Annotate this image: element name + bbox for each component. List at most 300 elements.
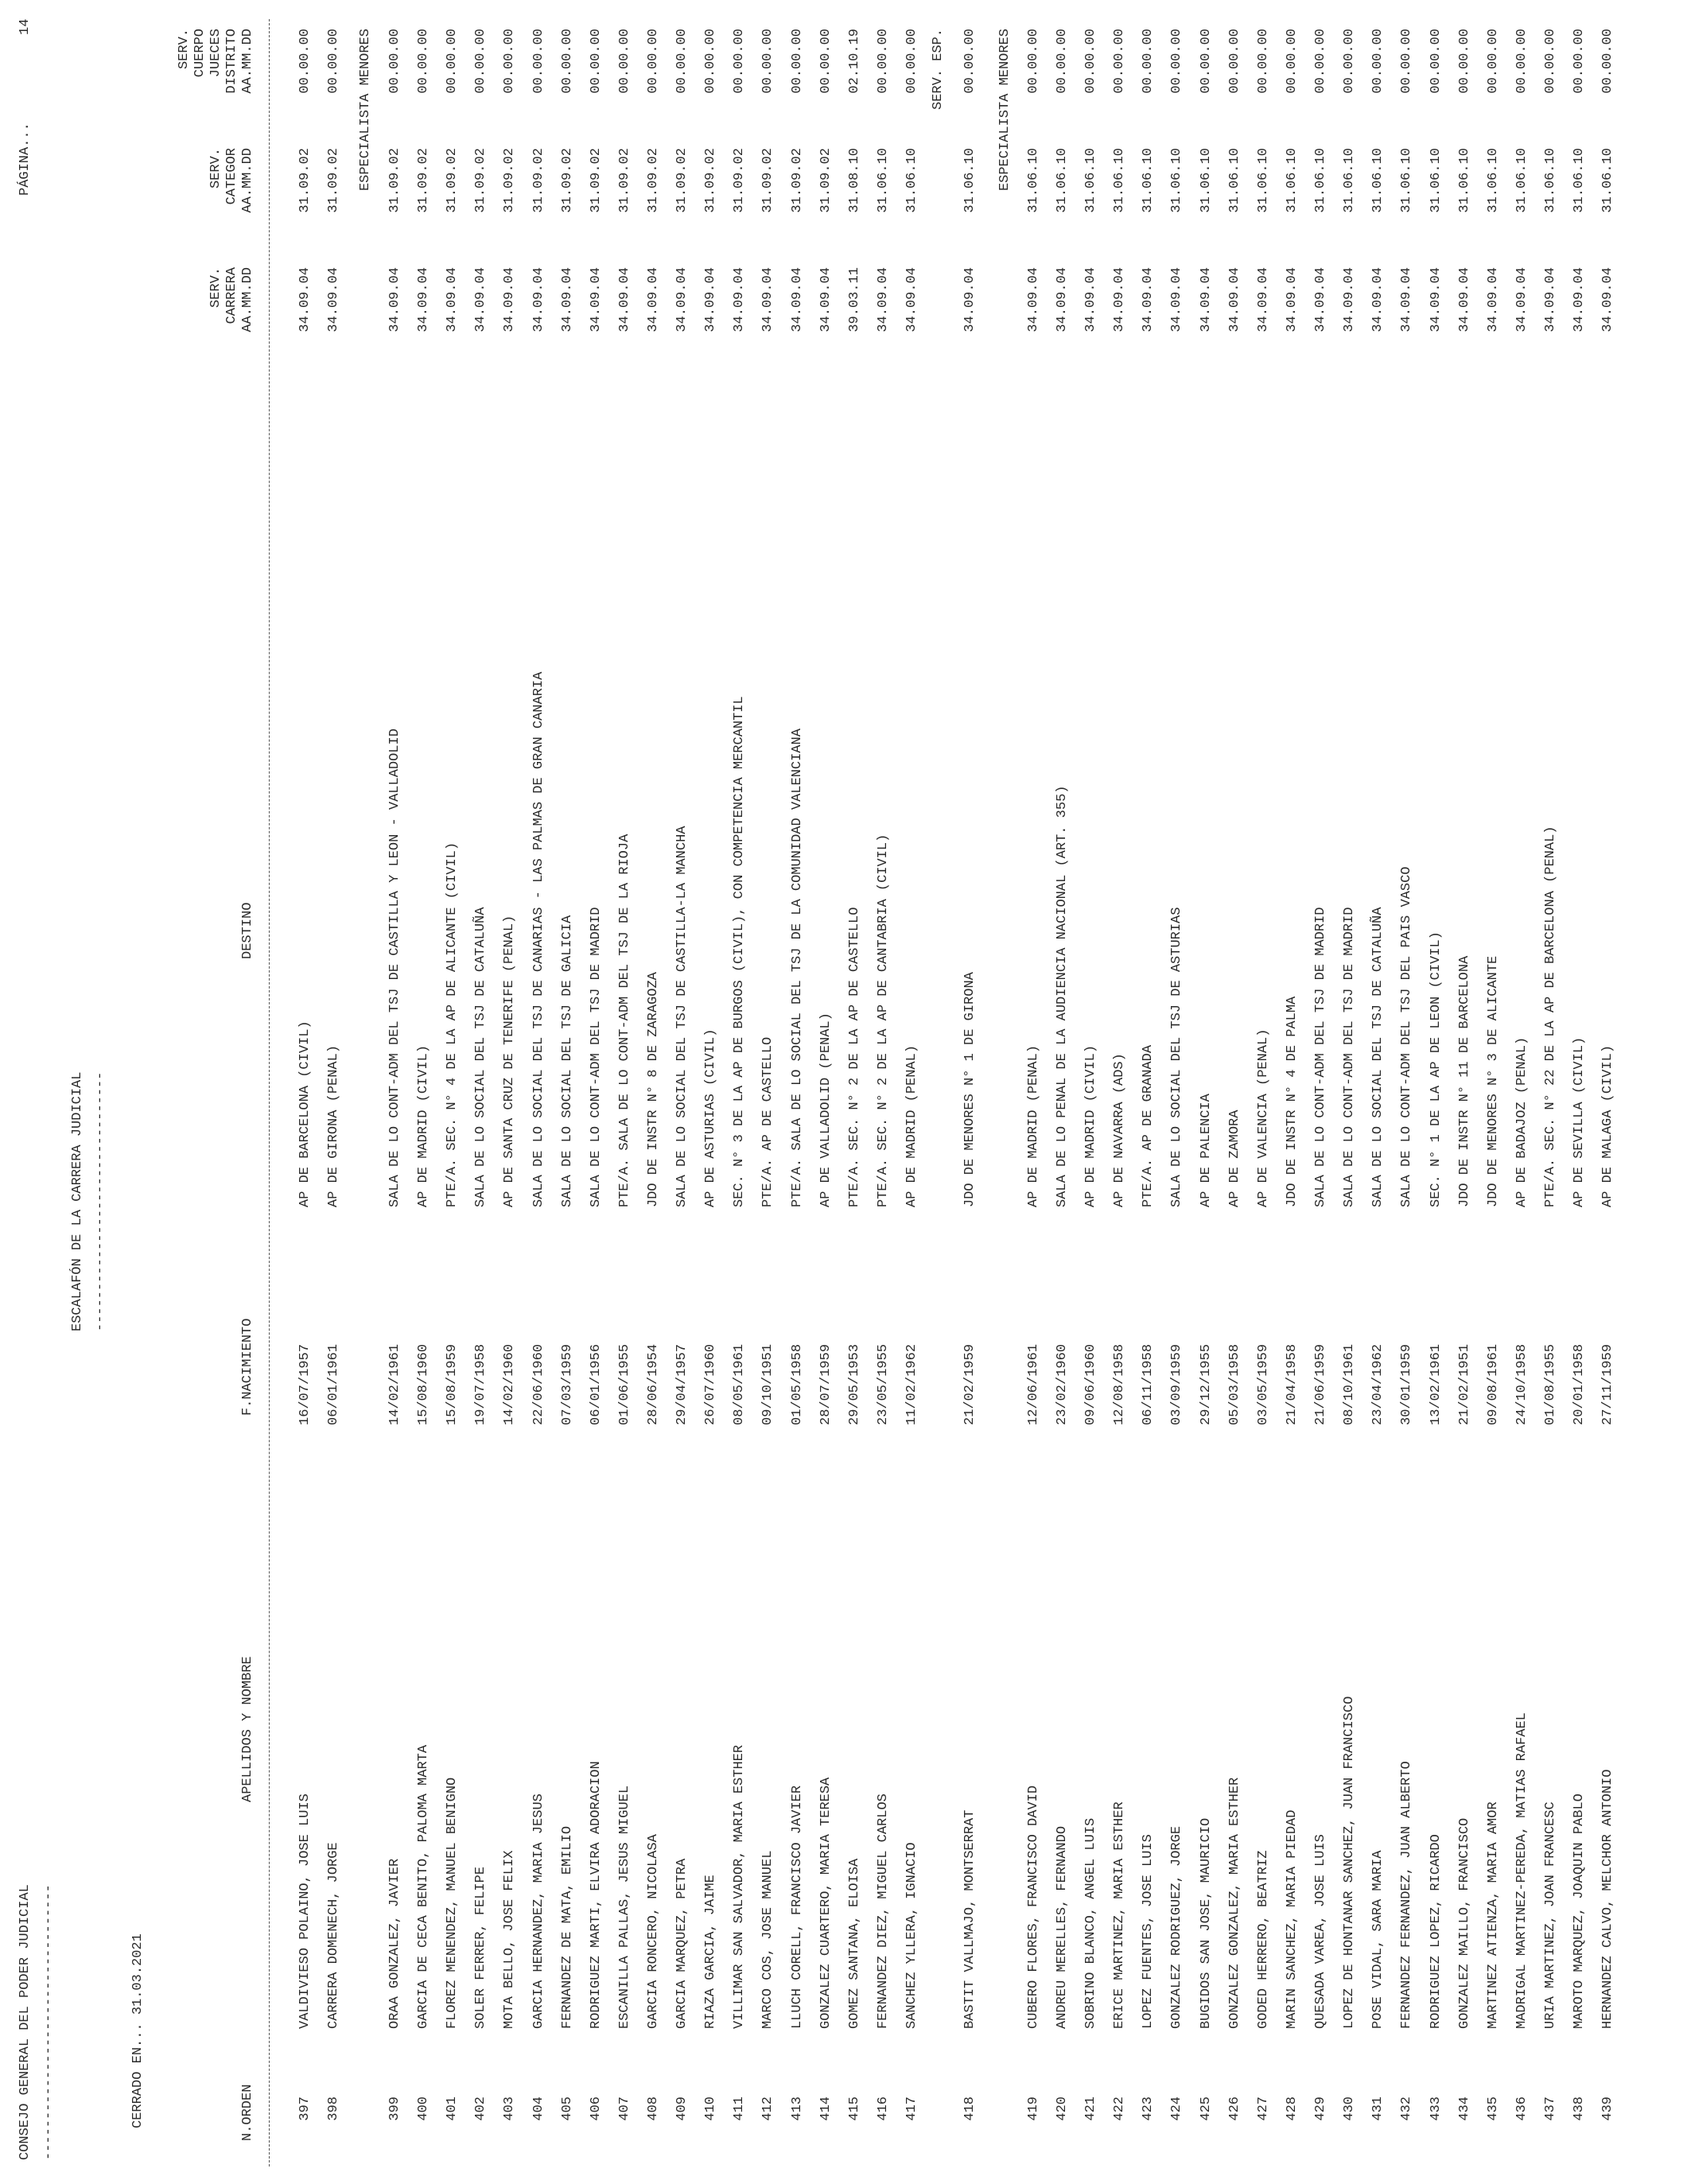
row-destino: SALA DE LO SOCIAL DEL TSJ DE GALICIA bbox=[560, 915, 575, 1207]
row-serv-categoria: 31.06.10 bbox=[1457, 148, 1472, 213]
row-serv-categoria: 31.06.10 bbox=[1543, 148, 1558, 213]
row-serv-cuerpo: 00.00.00 bbox=[703, 29, 718, 94]
row-orden: 421 bbox=[1083, 2097, 1098, 2121]
row-nombre: RODRIGUEZ LOPEZ, RICARDO bbox=[1429, 1834, 1444, 2029]
row-serv-carrera: 34.09.04 bbox=[703, 267, 718, 332]
row-serv-carrera: 34.09.04 bbox=[1227, 267, 1242, 332]
row-nombre: FERNANDEZ DE MATA, EMILIO bbox=[560, 1825, 575, 2029]
row-serv-categoria: 31.09.02 bbox=[703, 148, 718, 213]
col-header-nacimiento: F.NACIMIENTO bbox=[240, 1318, 255, 1416]
row-destino: AP DE MADRID (CIVIL) bbox=[416, 1044, 431, 1207]
row-serv-cuerpo: 00.00.00 bbox=[326, 29, 341, 94]
row-serv-cuerpo: 00.00.00 bbox=[876, 29, 891, 94]
row-serv-categoria: 31.09.02 bbox=[502, 148, 517, 213]
row-orden: 430 bbox=[1342, 2097, 1357, 2121]
row-serv-cuerpo: 00.00.00 bbox=[674, 29, 690, 94]
closed-date: CERRADO EN... 31.03.2021 bbox=[130, 1933, 146, 2128]
row-destino: JDO DE MENORES N° 1 DE GIRONA bbox=[962, 972, 978, 1207]
row-orden: 417 bbox=[904, 2097, 919, 2121]
row-serv-carrera: 34.09.04 bbox=[589, 267, 604, 332]
row-serv-carrera: 34.09.04 bbox=[876, 267, 891, 332]
row-orden: 407 bbox=[617, 2097, 632, 2121]
row-serv-carrera: 34.09.04 bbox=[904, 267, 919, 332]
row-orden: 427 bbox=[1256, 2097, 1271, 2121]
row-nacimiento: 06/01/1956 bbox=[589, 1343, 604, 1425]
row-destino: AP DE ZAMORA bbox=[1227, 1109, 1242, 1207]
row-nacimiento: 07/03/1959 bbox=[560, 1343, 575, 1425]
row-nacimiento: 29/12/1955 bbox=[1199, 1343, 1214, 1425]
row-nombre: SANCHEZ YLLERA, IGNACIO bbox=[904, 1842, 919, 2029]
row-destino: AP DE NAVARRA (ADS) bbox=[1112, 1053, 1127, 1207]
row-nacimiento: 11/02/1962 bbox=[904, 1343, 919, 1425]
page-number: 14 bbox=[17, 18, 33, 35]
row-nombre: SOLER FERRER, FELIPE bbox=[473, 1866, 488, 2029]
row-destino: SALA DE LO CONT-ADM DEL TSJ DE MADRID bbox=[589, 907, 604, 1207]
row-destino: JDO DE INSTR N° 8 DE ZARAGOZA bbox=[646, 972, 661, 1207]
row-nacimiento: 20/01/1958 bbox=[1572, 1343, 1587, 1425]
row-nacimiento: 08/10/1961 bbox=[1342, 1343, 1357, 1425]
row-serv-cuerpo: 00.00.00 bbox=[297, 29, 313, 94]
row-nombre: QUESADA VAREA, JOSE LUIS bbox=[1313, 1834, 1328, 2029]
row-nacimiento: 27/11/1959 bbox=[1600, 1343, 1615, 1425]
row-nombre: GOMEZ SANTANA, ELOISA bbox=[847, 1858, 862, 2029]
row-nacimiento: 09/06/1960 bbox=[1083, 1343, 1098, 1425]
col-header-carrera-3: AA.MM.DD bbox=[240, 267, 255, 332]
row-nacimiento: 21/02/1951 bbox=[1457, 1343, 1472, 1425]
row-serv-cuerpo: 00.00.00 bbox=[1083, 29, 1098, 94]
row-destino: SALA DE LO CONT-ADM DEL TSJ DE CASTILLA Y LEON - VALLADOLID bbox=[387, 729, 402, 1207]
row-nombre: ORAA GONZALEZ, JAVIER bbox=[387, 1858, 402, 2029]
row-orden: 401 bbox=[445, 2097, 460, 2121]
row-serv-cuerpo: 00.00.00 bbox=[1600, 29, 1615, 94]
row-serv-carrera: 34.09.04 bbox=[1112, 267, 1127, 332]
row-nombre: ESCANILLA PALLAS, JESUS MIGUEL bbox=[617, 1785, 632, 2029]
row-destino: SALA DE LO SOCIAL DEL TSJ DE CATALUÑA bbox=[473, 907, 488, 1207]
row-destino: SALA DE LO SOCIAL DEL TSJ DE CANARIAS - LAS PALMAS DE GRAN CANARIA bbox=[531, 671, 546, 1207]
row-destino: SALA DE LO SOCIAL DEL TSJ DE CATALUÑA bbox=[1370, 907, 1386, 1207]
row-destino: AP DE GIRONA (PENAL) bbox=[326, 1044, 341, 1207]
row-orden: 414 bbox=[818, 2097, 834, 2121]
row-serv-carrera: 34.09.04 bbox=[416, 267, 431, 332]
row-serv-categoria: 31.09.02 bbox=[818, 148, 834, 213]
row-orden: 436 bbox=[1514, 2097, 1530, 2121]
row-destino: SEC. N° 1 DE LA AP DE LEON (CIVIL) bbox=[1429, 931, 1444, 1207]
row-nacimiento: 21/04/1958 bbox=[1285, 1343, 1300, 1425]
row-nacimiento: 23/04/1962 bbox=[1370, 1343, 1386, 1425]
row-serv-categoria: 31.09.02 bbox=[445, 148, 460, 213]
row-serv-cuerpo: 00.00.00 bbox=[502, 29, 517, 94]
col-header-orden: N.ORDEN bbox=[240, 2084, 255, 2141]
row-serv-carrera: 34.09.04 bbox=[1083, 267, 1098, 332]
row-serv-cuerpo: 00.00.00 bbox=[1112, 29, 1127, 94]
row-serv-cuerpo: 00.00.00 bbox=[416, 29, 431, 94]
row-serv-carrera: 34.09.04 bbox=[1141, 267, 1156, 332]
row-serv-cuerpo: 00.00.00 bbox=[473, 29, 488, 94]
row-nacimiento: 12/06/1961 bbox=[1026, 1343, 1041, 1425]
row-serv-cuerpo: 00.00.00 bbox=[646, 29, 661, 94]
row-orden: 402 bbox=[473, 2097, 488, 2121]
row-destino: PTE/A. AP DE CASTELLO bbox=[760, 1036, 776, 1207]
row-nacimiento: 03/05/1959 bbox=[1256, 1343, 1271, 1425]
row-orden: 434 bbox=[1457, 2097, 1472, 2121]
row-serv-cuerpo: 00.00.00 bbox=[1141, 29, 1156, 94]
title-underline: -------------------------------- bbox=[93, 1071, 108, 1331]
row-orden: 425 bbox=[1199, 2097, 1214, 2121]
row-nacimiento: 15/08/1960 bbox=[416, 1343, 431, 1425]
row-serv-categoria: 31.09.02 bbox=[732, 148, 747, 213]
row-nombre: MARIN SANCHEZ, MARIA PIEDAD bbox=[1285, 1809, 1300, 2029]
row-serv-carrera: 34.09.04 bbox=[1169, 267, 1184, 332]
row-serv-carrera: 34.09.04 bbox=[502, 267, 517, 332]
row-serv-cuerpo: 00.00.00 bbox=[1342, 29, 1357, 94]
row-nacimiento: 13/02/1961 bbox=[1429, 1343, 1444, 1425]
col-header-categoria-3: AA.MM.DD bbox=[240, 148, 255, 213]
row-serv-carrera: 34.09.04 bbox=[646, 267, 661, 332]
row-serv-cuerpo: 00.00.00 bbox=[617, 29, 632, 94]
row-destino: JDO DE INSTR N° 4 DE PALMA bbox=[1285, 996, 1300, 1207]
row-nacimiento: 09/08/1961 bbox=[1486, 1343, 1501, 1425]
row-serv-cuerpo: 00.00.00 bbox=[1285, 29, 1300, 94]
row-nacimiento: 24/10/1958 bbox=[1514, 1343, 1530, 1425]
row-nombre: POSE VIDAL, SARA MARIA bbox=[1370, 1850, 1386, 2029]
row-nombre: MOTA BELLO, JOSE FELIX bbox=[502, 1850, 517, 2029]
row-nombre: MADRIGAL MARTINEZ-PEREDA, MATIAS RAFAEL bbox=[1514, 1712, 1530, 2029]
row-serv-categoria: 31.06.10 bbox=[904, 148, 919, 213]
row-destino: AP DE PALENCIA bbox=[1199, 1094, 1214, 1207]
row-nombre: LOPEZ FUENTES, JOSE LUIS bbox=[1141, 1834, 1156, 2029]
row-serv-cuerpo: 00.00.00 bbox=[1514, 29, 1530, 94]
row-destino: AP DE MALAGA (CIVIL) bbox=[1600, 1044, 1615, 1207]
row-serv-carrera: 34.09.04 bbox=[326, 267, 341, 332]
row-nombre: RODRIGUEZ MARTI, ELVIRA ADORACION bbox=[589, 1761, 604, 2029]
row-nacimiento: 29/05/1953 bbox=[847, 1343, 862, 1425]
col-header-cuerpo-3: JUECES bbox=[208, 29, 224, 78]
row-nacimiento: 30/01/1959 bbox=[1399, 1343, 1414, 1425]
row-destino: JDO DE MENORES N° 3 DE ALICANTE bbox=[1486, 955, 1501, 1207]
col-header-cuerpo-2: CUERPO bbox=[192, 29, 208, 78]
row-destino: PTE/A. SEC. N° 4 DE LA AP DE ALICANTE (CIVIL) bbox=[445, 841, 460, 1207]
row-orden: 420 bbox=[1055, 2097, 1070, 2121]
row-serv-carrera: 34.09.04 bbox=[1457, 267, 1472, 332]
row-orden: 413 bbox=[790, 2097, 805, 2121]
row-orden: 418 bbox=[962, 2097, 978, 2121]
row-nombre: GONZALEZ CUARTERO, MARIA TERESA bbox=[818, 1777, 834, 2029]
row-destino: AP DE SEVILLA (CIVIL) bbox=[1572, 1036, 1587, 1207]
section-serv-esp: SERV. ESP. bbox=[931, 29, 946, 111]
row-nacimiento: 22/06/1960 bbox=[531, 1343, 546, 1425]
row-nacimiento: 15/08/1959 bbox=[445, 1343, 460, 1425]
row-serv-carrera: 34.09.04 bbox=[674, 267, 690, 332]
row-nombre: ANDREU MERELLES, FERNANDO bbox=[1055, 1825, 1070, 2029]
row-serv-categoria: 31.06.10 bbox=[1429, 148, 1444, 213]
row-destino: AP DE MADRID (CIVIL) bbox=[1083, 1044, 1098, 1207]
row-serv-cuerpo: 00.00.00 bbox=[1572, 29, 1587, 94]
row-serv-categoria: 31.06.10 bbox=[962, 148, 978, 213]
row-destino: PTE/A. SEC. N° 22 DE LA AP DE BARCELONA (PENAL) bbox=[1543, 826, 1558, 1207]
row-serv-categoria: 31.06.10 bbox=[1141, 148, 1156, 213]
row-serv-cuerpo: 00.00.00 bbox=[445, 29, 460, 94]
row-nombre: HERNANDEZ CALVO, MELCHOR ANTONIO bbox=[1600, 1769, 1615, 2029]
row-orden: 411 bbox=[732, 2097, 747, 2121]
row-orden: 431 bbox=[1370, 2097, 1386, 2121]
row-serv-carrera: 34.09.04 bbox=[1514, 267, 1530, 332]
row-serv-carrera: 34.09.04 bbox=[297, 267, 313, 332]
row-serv-cuerpo: 00.00.00 bbox=[790, 29, 805, 94]
row-serv-carrera: 34.09.04 bbox=[1055, 267, 1070, 332]
row-nacimiento: 29/04/1957 bbox=[674, 1343, 690, 1425]
header-divider bbox=[269, 19, 270, 2167]
row-nacimiento: 16/07/1957 bbox=[297, 1343, 313, 1425]
row-destino: PTE/A. SEC. N° 2 DE LA AP DE CASTELLO bbox=[847, 907, 862, 1207]
section-especialista-menores: ESPECIALISTA MENORES bbox=[358, 29, 373, 192]
row-serv-cuerpo: 00.00.00 bbox=[1256, 29, 1271, 94]
row-nacimiento: 21/06/1959 bbox=[1313, 1343, 1328, 1425]
row-serv-cuerpo: 00.00.00 bbox=[1055, 29, 1070, 94]
row-serv-carrera: 34.09.04 bbox=[387, 267, 402, 332]
row-destino: SALA DE LO SOCIAL DEL TSJ DE CASTILLA-LA MANCHA bbox=[674, 826, 690, 1207]
row-serv-cuerpo: 00.00.00 bbox=[962, 29, 978, 94]
row-serv-carrera: 34.09.04 bbox=[445, 267, 460, 332]
row-nombre: GARCIA HERNANDEZ, MARIA JESUS bbox=[531, 1793, 546, 2029]
row-serv-categoria: 31.08.10 bbox=[847, 148, 862, 213]
row-nombre: FLOREZ MENENDEZ, MANUEL BENIGNO bbox=[445, 1777, 460, 2029]
row-nombre: MARCO COS, JOSE MANUEL bbox=[760, 1850, 776, 2029]
row-serv-carrera: 34.09.04 bbox=[790, 267, 805, 332]
row-orden: 406 bbox=[589, 2097, 604, 2121]
row-serv-cuerpo: 00.00.00 bbox=[1486, 29, 1501, 94]
row-nombre: RIAZA GARCIA, JAIME bbox=[703, 1875, 718, 2029]
row-destino: SALA DE LO CONT-ADM DEL TSJ DEL PAIS VASCO bbox=[1399, 866, 1414, 1207]
row-orden: 409 bbox=[674, 2097, 690, 2121]
row-nombre: LOPEZ DE HONTANAR SANCHEZ, JUAN FRANCISCO bbox=[1342, 1696, 1357, 2029]
row-nombre: FERNANDEZ FERNANDEZ, JUAN ALBERTO bbox=[1399, 1761, 1414, 2029]
row-serv-categoria: 31.06.10 bbox=[1399, 148, 1414, 213]
row-orden: 400 bbox=[416, 2097, 431, 2121]
row-serv-cuerpo: 00.00.00 bbox=[1543, 29, 1558, 94]
row-orden: 405 bbox=[560, 2097, 575, 2121]
row-nombre: MAROTO MARQUEZ, JOAQUIN PABLO bbox=[1572, 1793, 1587, 2029]
row-nacimiento: 08/05/1961 bbox=[732, 1343, 747, 1425]
row-serv-carrera: 34.09.04 bbox=[1399, 267, 1414, 332]
row-serv-cuerpo: 02.10.19 bbox=[847, 29, 862, 94]
row-nombre: GONZALEZ GONZALEZ, MARIA ESTHER bbox=[1227, 1777, 1242, 2029]
row-nombre: GONZALEZ MAILLO, FRANCISCO bbox=[1457, 1817, 1472, 2029]
row-serv-cuerpo: 00.00.00 bbox=[1370, 29, 1386, 94]
row-serv-categoria: 31.09.02 bbox=[387, 148, 402, 213]
row-serv-carrera: 34.09.04 bbox=[617, 267, 632, 332]
row-serv-carrera: 34.09.04 bbox=[1256, 267, 1271, 332]
row-destino: SALA DE LO PENAL DE LA AUDIENCIA NACIONAL (ART. 355) bbox=[1055, 785, 1070, 1207]
row-serv-carrera: 34.09.04 bbox=[1285, 267, 1300, 332]
org-name: CONSEJO GENERAL DEL PODER JUDICIAL bbox=[17, 1884, 33, 2160]
row-nacimiento: 26/07/1960 bbox=[703, 1343, 718, 1425]
col-header-cuerpo-4: DISTRITO bbox=[224, 29, 239, 94]
row-nacimiento: 14/02/1960 bbox=[502, 1343, 517, 1425]
row-nacimiento: 21/02/1959 bbox=[962, 1343, 978, 1425]
row-serv-categoria: 31.06.10 bbox=[1486, 148, 1501, 213]
row-serv-categoria: 31.09.02 bbox=[531, 148, 546, 213]
row-serv-categoria: 31.06.10 bbox=[1026, 148, 1041, 213]
row-orden: 422 bbox=[1112, 2097, 1127, 2121]
row-nacimiento: 01/05/1958 bbox=[790, 1343, 805, 1425]
row-serv-cuerpo: 00.00.00 bbox=[589, 29, 604, 94]
row-orden: 415 bbox=[847, 2097, 862, 2121]
row-serv-categoria: 31.06.10 bbox=[1083, 148, 1098, 213]
row-serv-carrera: 39.03.11 bbox=[847, 267, 862, 332]
row-destino: AP DE BADAJOZ (PENAL) bbox=[1514, 1036, 1530, 1207]
row-orden: 403 bbox=[502, 2097, 517, 2121]
row-nacimiento: 14/02/1961 bbox=[387, 1343, 402, 1425]
row-serv-categoria: 31.06.10 bbox=[1112, 148, 1127, 213]
row-destino: SEC. N° 3 DE LA AP DE BURGOS (CIVIL), CON COMPETENCIA MERCANTIL bbox=[732, 696, 747, 1207]
row-serv-categoria: 31.09.02 bbox=[790, 148, 805, 213]
row-serv-cuerpo: 00.00.00 bbox=[1313, 29, 1328, 94]
row-orden: 424 bbox=[1169, 2097, 1184, 2121]
row-serv-categoria: 31.09.02 bbox=[326, 148, 341, 213]
row-orden: 397 bbox=[297, 2097, 313, 2121]
row-nombre: SOBRINO BLANCO, ANGEL LUIS bbox=[1083, 1817, 1098, 2029]
col-header-destino: DESTINO bbox=[240, 902, 255, 959]
page-label: PÁGINA... bbox=[17, 122, 33, 196]
row-destino: AP DE VALENCIA (PENAL) bbox=[1256, 1028, 1271, 1207]
row-serv-carrera: 34.09.04 bbox=[1600, 267, 1615, 332]
row-serv-categoria: 31.06.10 bbox=[1256, 148, 1271, 213]
row-serv-categoria: 31.06.10 bbox=[1342, 148, 1357, 213]
row-serv-categoria: 31.09.02 bbox=[416, 148, 431, 213]
row-destino: PTE/A. AP DE GRANADA bbox=[1141, 1044, 1156, 1207]
row-serv-cuerpo: 00.00.00 bbox=[1399, 29, 1414, 94]
row-destino: AP DE ASTURIAS (CIVIL) bbox=[703, 1028, 718, 1207]
row-serv-categoria: 31.06.10 bbox=[1169, 148, 1184, 213]
row-serv-cuerpo: 00.00.00 bbox=[1429, 29, 1444, 94]
row-serv-carrera: 34.09.04 bbox=[1342, 267, 1357, 332]
col-header-cuerpo-1: SERV. bbox=[177, 29, 192, 70]
row-serv-categoria: 31.06.10 bbox=[876, 148, 891, 213]
row-serv-cuerpo: 00.00.00 bbox=[1457, 29, 1472, 94]
org-underline: ---------------------------------- bbox=[41, 1884, 56, 2160]
row-nacimiento: 28/06/1954 bbox=[646, 1343, 661, 1425]
row-nombre: GODED HERRERO, BEATRIZ bbox=[1256, 1850, 1271, 2029]
row-nacimiento: 12/08/1958 bbox=[1112, 1343, 1127, 1425]
row-serv-categoria: 31.09.02 bbox=[646, 148, 661, 213]
row-serv-cuerpo: 00.00.00 bbox=[760, 29, 776, 94]
row-serv-categoria: 31.06.10 bbox=[1370, 148, 1386, 213]
row-nombre: ERICE MARTINEZ, MARIA ESTHER bbox=[1112, 1801, 1127, 2029]
row-serv-cuerpo: 00.00.00 bbox=[560, 29, 575, 94]
row-orden: 435 bbox=[1486, 2097, 1501, 2121]
row-nacimiento: 01/06/1955 bbox=[617, 1343, 632, 1425]
row-serv-categoria: 31.06.10 bbox=[1199, 148, 1214, 213]
row-destino: SALA DE LO CONT-ADM DEL TSJ DE MADRID bbox=[1313, 907, 1328, 1207]
row-serv-carrera: 34.09.04 bbox=[732, 267, 747, 332]
row-serv-categoria: 31.09.02 bbox=[297, 148, 313, 213]
row-serv-carrera: 34.09.04 bbox=[531, 267, 546, 332]
row-nacimiento: 19/07/1958 bbox=[473, 1343, 488, 1425]
row-serv-carrera: 34.09.04 bbox=[1313, 267, 1328, 332]
row-orden: 426 bbox=[1227, 2097, 1242, 2121]
row-destino: AP DE MADRID (PENAL) bbox=[904, 1044, 919, 1207]
row-serv-categoria: 31.09.02 bbox=[473, 148, 488, 213]
row-serv-categoria: 31.09.02 bbox=[617, 148, 632, 213]
row-serv-categoria: 31.09.02 bbox=[589, 148, 604, 213]
row-serv-carrera: 34.09.04 bbox=[560, 267, 575, 332]
row-nacimiento: 06/01/1961 bbox=[326, 1343, 341, 1425]
row-orden: 404 bbox=[531, 2097, 546, 2121]
row-nombre: GONZALEZ RODRIGUEZ, JORGE bbox=[1169, 1825, 1184, 2029]
row-destino: AP DE BARCELONA (CIVIL) bbox=[297, 1020, 313, 1207]
row-destino: AP DE SANTA CRUZ DE TENERIFE (PENAL) bbox=[502, 915, 517, 1207]
row-orden: 416 bbox=[876, 2097, 891, 2121]
row-nacimiento: 23/05/1955 bbox=[876, 1343, 891, 1425]
row-orden: 438 bbox=[1572, 2097, 1587, 2121]
col-header-nombre: APELLIDOS Y NOMBRE bbox=[240, 1656, 255, 1802]
row-nombre: URIA MARTINEZ, JOAN FRANCESC bbox=[1543, 1801, 1558, 2029]
row-orden: 410 bbox=[703, 2097, 718, 2121]
row-orden: 412 bbox=[760, 2097, 776, 2121]
row-serv-carrera: 34.09.04 bbox=[818, 267, 834, 332]
row-orden: 428 bbox=[1285, 2097, 1300, 2121]
row-orden: 433 bbox=[1429, 2097, 1444, 2121]
row-orden: 398 bbox=[326, 2097, 341, 2121]
row-destino: SALA DE LO CONT-ADM DEL TSJ DE MADRID bbox=[1342, 907, 1357, 1207]
row-nacimiento: 09/10/1951 bbox=[760, 1343, 776, 1425]
row-serv-carrera: 34.09.04 bbox=[1572, 267, 1587, 332]
row-serv-categoria: 31.09.02 bbox=[674, 148, 690, 213]
row-serv-carrera: 34.09.04 bbox=[962, 267, 978, 332]
section-especialista-menores-2: ESPECIALISTA MENORES bbox=[997, 29, 1013, 192]
row-serv-categoria: 31.09.02 bbox=[560, 148, 575, 213]
row-serv-categoria: 31.06.10 bbox=[1285, 148, 1300, 213]
row-orden: 437 bbox=[1543, 2097, 1558, 2121]
row-serv-cuerpo: 00.00.00 bbox=[1169, 29, 1184, 94]
row-nombre: BASTIT VALLMAJO, MONTSERRAT bbox=[962, 1809, 978, 2029]
row-destino: PTE/A. SEC. N° 2 DE LA AP DE CANTABRIA (CIVIL) bbox=[876, 834, 891, 1207]
row-serv-cuerpo: 00.00.00 bbox=[1199, 29, 1214, 94]
row-nombre: BUGIDOS SAN JOSE, MAURICIO bbox=[1199, 1817, 1214, 2029]
row-nombre: GARCIA RONCERO, NICOLASA bbox=[646, 1834, 661, 2029]
row-serv-cuerpo: 00.00.00 bbox=[1026, 29, 1041, 94]
row-nombre: GARCIA DE CECA BENITO, PALOMA MARTA bbox=[416, 1744, 431, 2029]
row-orden: 439 bbox=[1600, 2097, 1615, 2121]
row-orden: 423 bbox=[1141, 2097, 1156, 2121]
row-serv-categoria: 31.06.10 bbox=[1313, 148, 1328, 213]
row-nombre: GARCIA MARQUEZ, PETRA bbox=[674, 1858, 690, 2029]
col-header-carrera-2: CARRERA bbox=[224, 267, 239, 324]
row-serv-categoria: 31.06.10 bbox=[1055, 148, 1070, 213]
row-orden: 419 bbox=[1026, 2097, 1041, 2121]
row-serv-categoria: 31.06.10 bbox=[1227, 148, 1242, 213]
row-orden: 408 bbox=[646, 2097, 661, 2121]
row-nacimiento: 28/07/1959 bbox=[818, 1343, 834, 1425]
col-header-cuerpo-5: AA.MM.DD bbox=[240, 29, 255, 94]
row-destino: AP DE MADRID (PENAL) bbox=[1026, 1044, 1041, 1207]
row-nombre: VALDIVIESO POLAINO, JOSE LUIS bbox=[297, 1793, 313, 2029]
row-orden: 399 bbox=[387, 2097, 402, 2121]
row-serv-carrera: 34.09.04 bbox=[1199, 267, 1214, 332]
row-serv-carrera: 34.09.04 bbox=[1543, 267, 1558, 332]
row-serv-cuerpo: 00.00.00 bbox=[732, 29, 747, 94]
row-serv-categoria: 31.06.10 bbox=[1514, 148, 1530, 213]
row-serv-cuerpo: 00.00.00 bbox=[387, 29, 402, 94]
row-serv-cuerpo: 00.00.00 bbox=[531, 29, 546, 94]
row-serv-categoria: 31.09.02 bbox=[760, 148, 776, 213]
row-nacimiento: 01/08/1955 bbox=[1543, 1343, 1558, 1425]
row-orden: 429 bbox=[1313, 2097, 1328, 2121]
row-serv-carrera: 34.09.04 bbox=[1026, 267, 1041, 332]
document-title: ESCALAFÓN DE LA CARRERA JUDICIAL bbox=[70, 1071, 85, 1331]
row-serv-carrera: 34.09.04 bbox=[760, 267, 776, 332]
row-nombre: CARRERA DOMENECH, JORGE bbox=[326, 1842, 341, 2029]
